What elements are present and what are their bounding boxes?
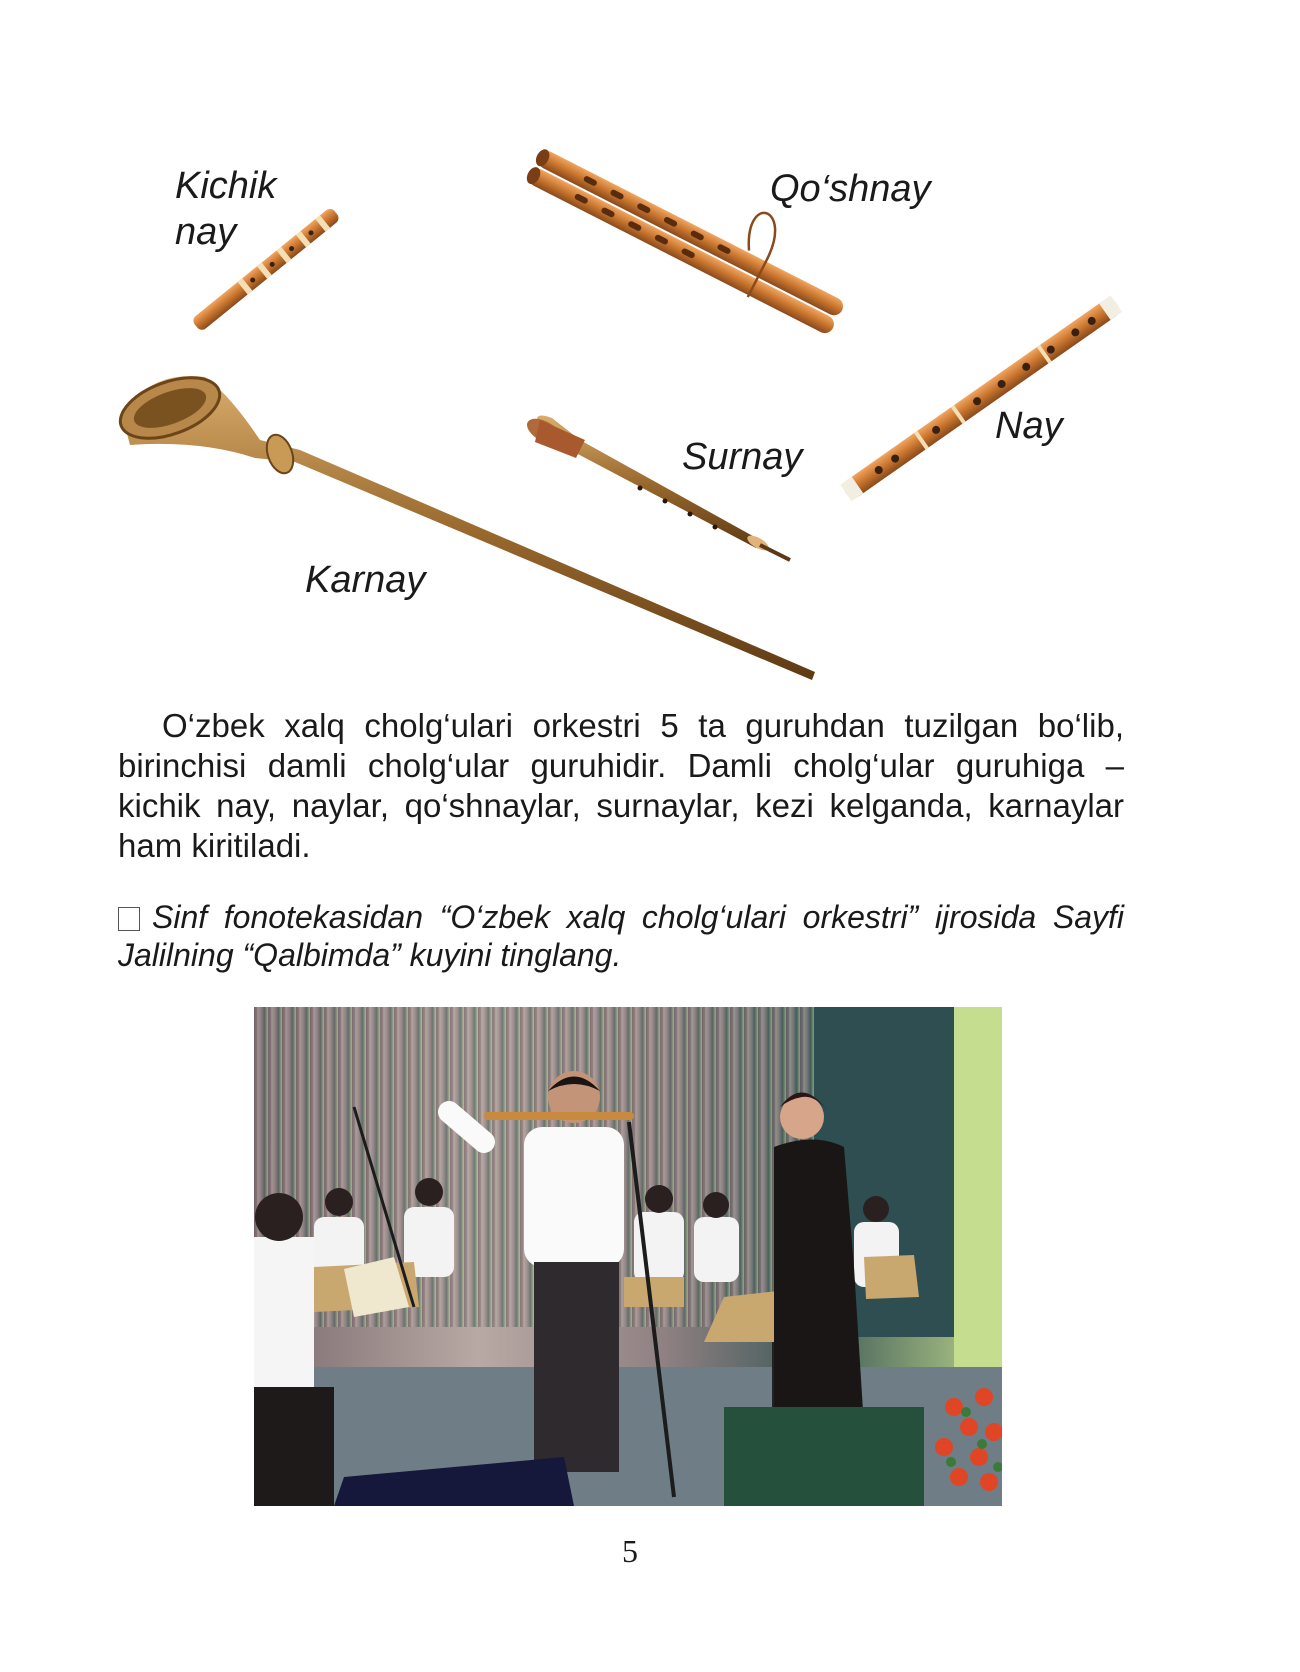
paragraph-text: O‘zbek xalq cholg‘ulari orkestri 5 ta guruhdan tuzilgan bo‘lib, birinchisi damli cholg‘ular guruhidir. Damli cholg‘ular guruhiga – kichik nay, naylar, qo‘shnaylar, surnaylar, kezi kelganda, karnaylar ham kiritiladi. (118, 707, 1124, 864)
instruments-illustration (0, 0, 1300, 700)
surnay-label: Surnay (682, 436, 803, 478)
listen-task-icon (118, 907, 140, 931)
body-paragraph (118, 706, 1124, 866)
task-text: Sinf fonotekasidan “O‘zbek xalq cholg‘ulari orkestri” ijrosida Sayfi Jalilning “Qalbimda” kuyini tinglang. (118, 899, 1124, 973)
kichik-nay-label: Kichik nay (175, 165, 277, 253)
page-number: 5 (622, 1533, 638, 1569)
karnay-label: Karnay (305, 559, 426, 601)
nay-label: Nay (995, 405, 1063, 447)
listening-task (118, 898, 1124, 974)
qoshnay-image (523, 108, 866, 338)
nay-image (840, 296, 1122, 502)
orchestra-photo (254, 1007, 1002, 1506)
qoshnay-label: Qo‘shnay (770, 168, 931, 210)
